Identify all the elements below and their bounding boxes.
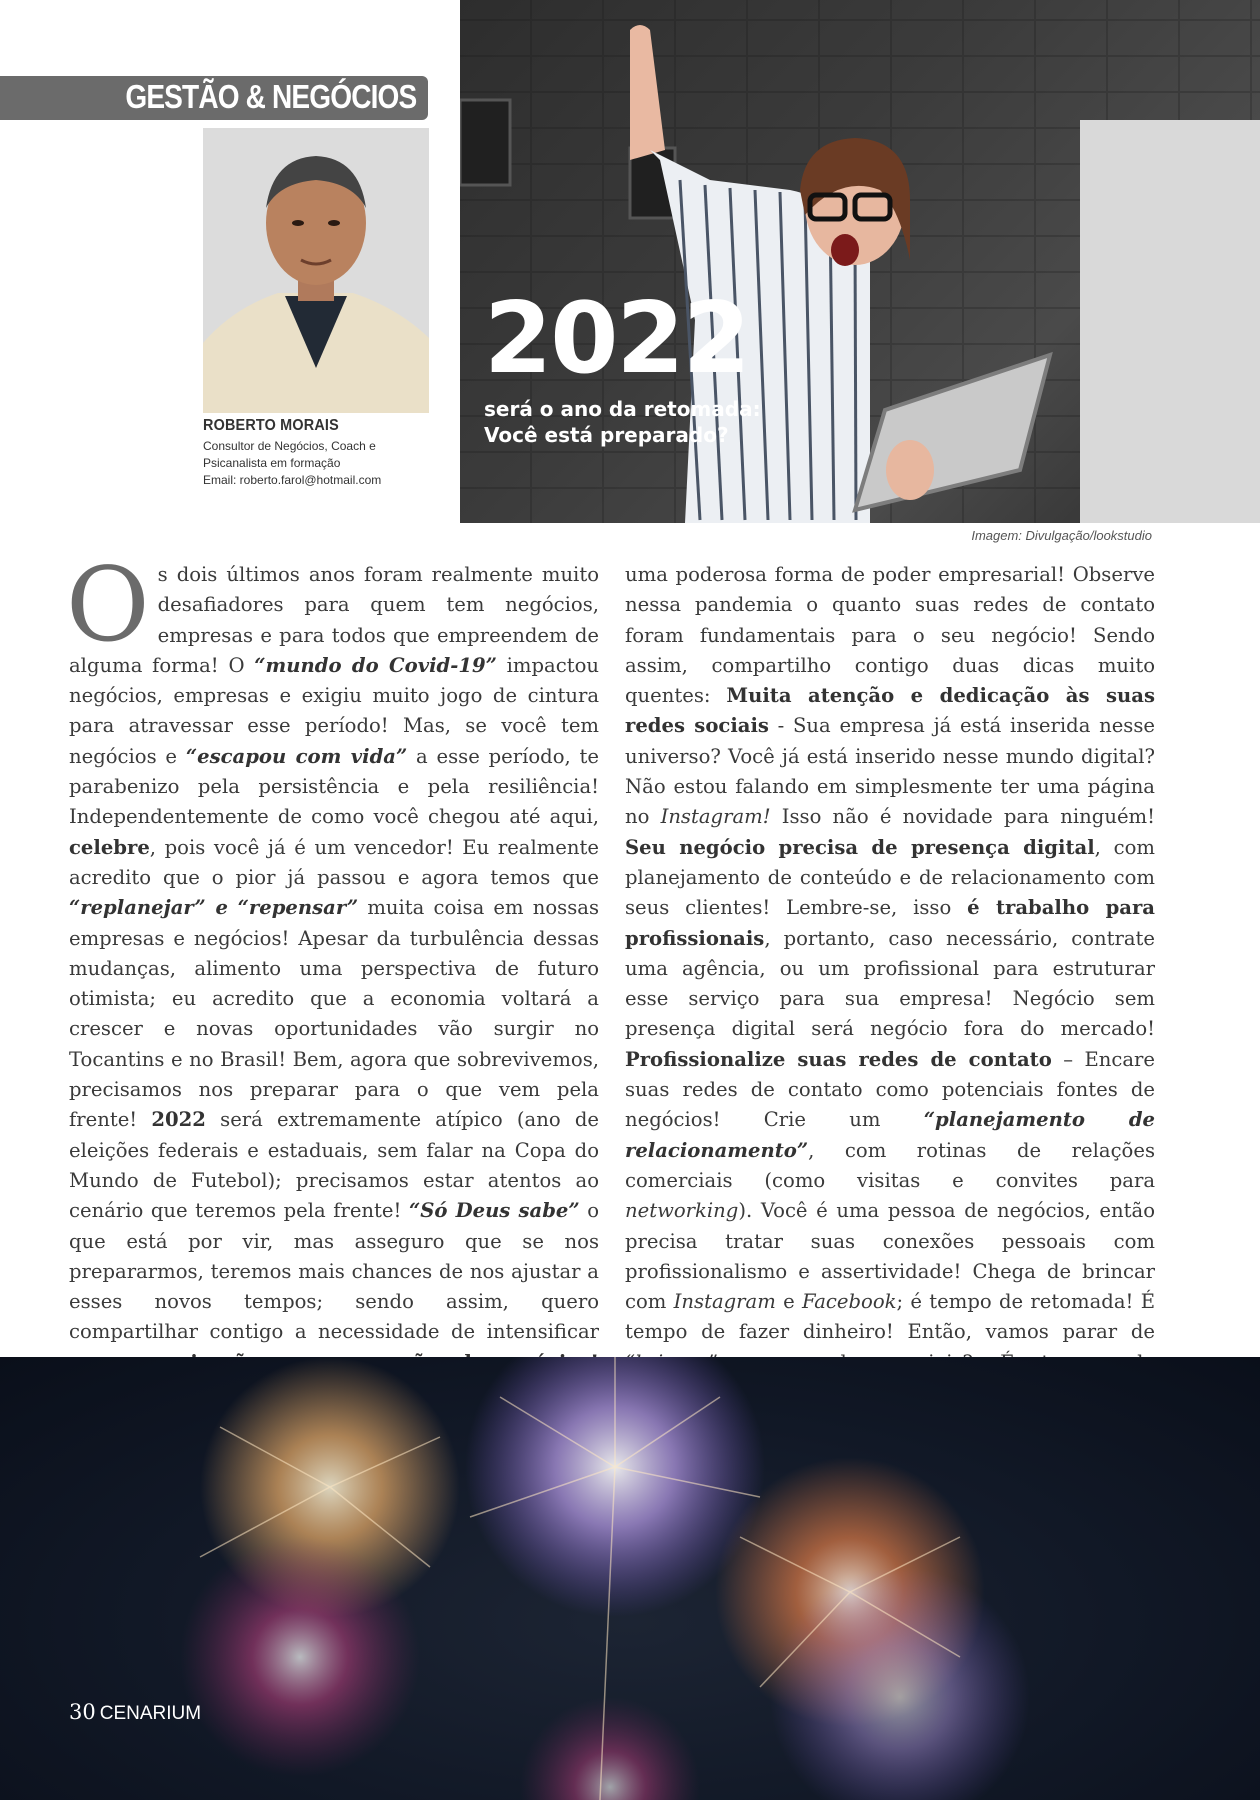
page-footer [69, 1700, 201, 1725]
drop-cap: O [66, 546, 150, 665]
article-left-text: Os dois últimos anos foram realmente muito desafiadores para quem tem negócios, empresas e para todos que empreendem de alguma forma! O “mundo do Covid-19” impactou negócios, empresas e exigiu muito jogo de cintura para atravessar esse período! Mas, se você tem negócios e “escapou com vida” a esse período, te parabenizo pela persistência e pela resiliência! Independentemente de como você chegou até aqui, celebre, pois você já é um vencedor! Eu realmente acredito que o pior já passou e agora temos que “replanejar” e “repensar” muita coisa em nossas empresas e negócios! Apesar da turbulência dessas mudanças, alimento uma perspectiva de futuro otimista; eu acredito que a economia voltará a crescer e novas oportunidades vão surgir no Tocantins e no Brasil! Bem, agora que sobrevivemos, precisamos nos preparar para o que vem pela frente! 2022 será extremamente atípico (ano de eleições federais e estaduais, sem falar na Copa do Mundo de Futebol); precisamos estar atentos ao cenário que teremos pela frente! “Só Deus sabe” o que está por vir, mas asseguro que se nos prepararmos, teremos mais chances de nos ajustar a esses novos tempos; sendo assim, quero compartilhar contigo a necessidade de intensificar [66, 546, 600, 1344]
author-name: ROBERTO MORAIS [203, 417, 339, 434]
hero-image [460, 0, 1260, 523]
image-credit: Imagem: Divulgação/lookstudio [971, 528, 1152, 543]
hero-subtitle [484, 396, 761, 448]
article-column-left [66, 546, 600, 1408]
article-right-text: uma poderosa forma de poder empresarial! Observe nessa pandemia o quanto suas redes de contato foram fundamentais para o seu negócio! Sendo assim, compartilho contigo duas dicas muito quentes: Muita atenção e dedicação às suas redes sociais - Sua empresa já está inserida nesse universo? Você já está inserido nesse mundo digital? Não estou falando em simplesmente ter uma página no Instagram! Isso não é novidade para ninguém! Seu negócio precisa de presença digital, com planejamento de conteúdo e de relacionamento com seus clientes! Lembre-se, isso é trabalho para profissionais, portanto, caso necessário, contrate uma agência, ou um profissional para estruturar esse serviço para sua empresa! Negócio sem presença digital será negócio fora do mercado! Profissionalize suas redes de contato – Encare suas redes de contato como potenciais fontes de negócios! Crie um “planejamento de relacionamento”, com rotinas de relações comerciais (como visitas e convites para networking). Você é uma pessoa de negócios, então precisa tratar suas conexões pessoais com profissionalismo e assertividade! Chega de brincar com Instagram e Facebook; é tempo de retomada! É tempo de fazer dinheiro! Então, vamos parar de [625, 563, 1156, 1344]
section-title: GESTÃO & NEGÓCIOS [124, 78, 416, 115]
hero-subtitle-line1: será o ano da retomada: [484, 397, 761, 421]
author-role: Consultor de Negócios, Coach e Psicanalista em formação [203, 439, 376, 470]
hero-year: 2022 [484, 282, 749, 396]
section-banner [0, 76, 428, 120]
magazine-brand: CENARIUM [99, 1703, 202, 1724]
author-email: Email: roberto.farol@hotmail.com [203, 473, 382, 487]
author-portrait-image [203, 128, 429, 413]
fireworks-image [0, 1357, 1260, 1800]
author-photo [203, 128, 429, 413]
article-column-right [625, 560, 1155, 1439]
page-number: 30 [69, 1700, 96, 1724]
hero-subtitle-line2: Você está preparado? [484, 423, 729, 447]
fireworks-illustration [0, 1357, 1260, 1800]
author-info [203, 417, 433, 489]
